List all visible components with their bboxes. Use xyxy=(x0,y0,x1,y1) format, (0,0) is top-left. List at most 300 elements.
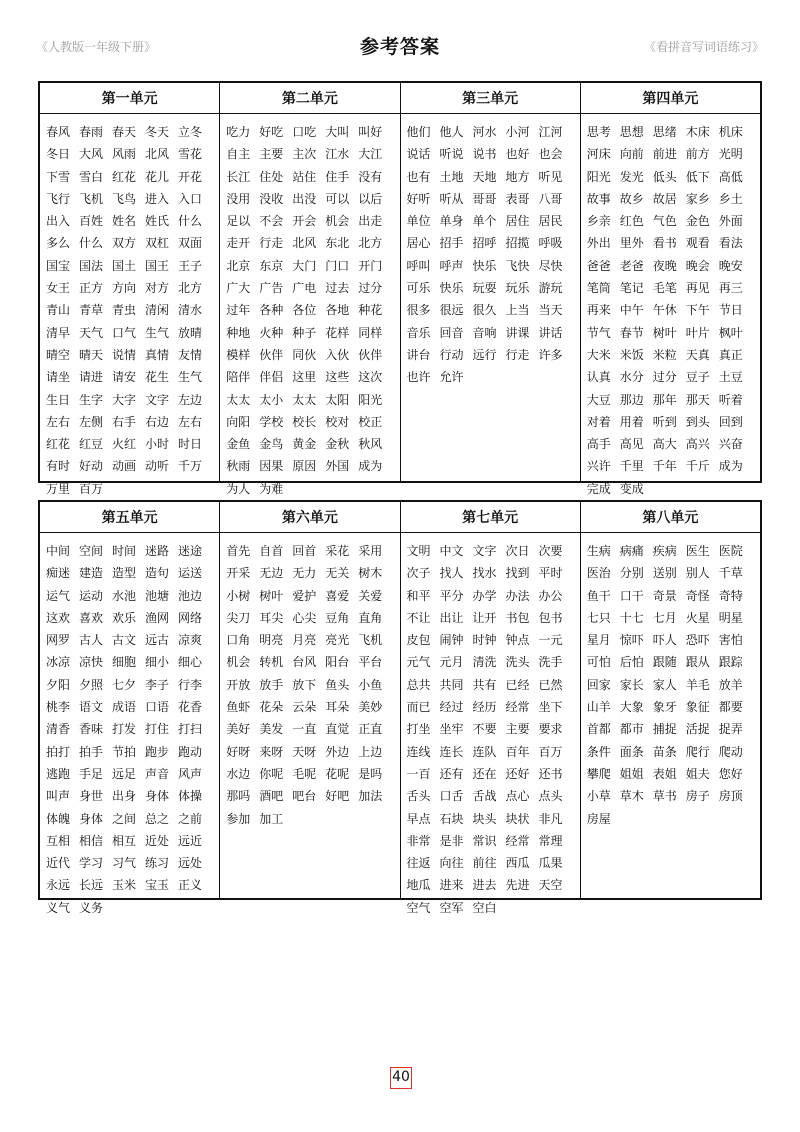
answer-word: 地瓜 xyxy=(406,878,431,893)
answer-word: 找水 xyxy=(472,566,497,581)
answer-word: 什么 xyxy=(178,214,203,229)
answer-word: 练习 xyxy=(145,856,170,871)
answer-word: 兴许 xyxy=(586,459,611,474)
answer-word: 可以 xyxy=(325,191,350,206)
answer-word: 这欢 xyxy=(46,610,71,625)
answer-word: 共有 xyxy=(472,677,497,692)
answer-word: 完成 xyxy=(586,481,611,496)
answer-word: 古文 xyxy=(112,633,137,648)
answer-word: 爱护 xyxy=(292,588,317,603)
unit-4-words xyxy=(581,114,760,496)
answer-word: 双杠 xyxy=(145,236,170,251)
answer-word: 惊吓 xyxy=(619,633,644,648)
answer-word: 呼叫 xyxy=(406,258,431,273)
answer-word: 皮包 xyxy=(406,633,431,648)
answer-word: 花朵 xyxy=(259,700,284,715)
answer-word: 快乐 xyxy=(439,281,464,296)
answer-word: 笔筒 xyxy=(586,281,611,296)
answer-word: 天地 xyxy=(472,169,497,184)
answer-word: 成为 xyxy=(718,459,743,474)
answer-word: 亮光 xyxy=(325,633,350,648)
answer-word: 面条 xyxy=(619,744,644,759)
answer-word: 天呀 xyxy=(292,744,317,759)
answer-word: 义气 xyxy=(46,900,71,915)
answer-word: 生气 xyxy=(178,370,203,385)
answer-word: 鱼头 xyxy=(325,677,350,692)
answer-word: 你呢 xyxy=(259,766,284,781)
answer-word: 次子 xyxy=(406,566,431,581)
answer-word: 池塘 xyxy=(145,588,170,603)
answer-word: 站住 xyxy=(292,169,317,184)
answer-word: 捉弄 xyxy=(718,722,743,737)
answer-word: 种地 xyxy=(226,325,251,340)
answer-word: 也有 xyxy=(406,169,431,184)
answer-word: 点心 xyxy=(505,789,530,804)
answer-word: 走开 xyxy=(226,236,251,251)
answer-word: 看法 xyxy=(718,236,743,251)
answer-word: 青虫 xyxy=(112,303,137,318)
answer-word: 水分 xyxy=(619,370,644,385)
answer-word: 听说 xyxy=(439,147,464,162)
answer-word: 块状 xyxy=(505,811,530,826)
answer-word: 机会 xyxy=(226,655,251,670)
answer-word: 星月 xyxy=(586,633,611,648)
answer-word: 上边 xyxy=(358,744,383,759)
answer-word: 河床 xyxy=(586,147,611,162)
answer-word: 变成 xyxy=(619,481,644,496)
answer-word: 种花 xyxy=(358,303,383,318)
answer-word: 不要 xyxy=(472,722,497,737)
answer-word: 千里 xyxy=(619,459,644,474)
answer-word: 花样 xyxy=(325,325,350,340)
answer-word: 跟踪 xyxy=(718,655,743,670)
answer-word: 也会 xyxy=(538,147,563,162)
answer-word: 北京 xyxy=(226,258,251,273)
answer-word: 吃力 xyxy=(226,125,251,139)
answer-word: 大象 xyxy=(619,700,644,715)
answer-word: 您好 xyxy=(718,766,743,781)
answer-word: 害怕 xyxy=(718,633,743,648)
answer-word: 象牙 xyxy=(652,700,677,715)
answer-word: 请进 xyxy=(79,370,104,385)
answer-word: 非凡 xyxy=(538,811,563,826)
answer-word: 口干 xyxy=(619,588,644,603)
unit-1-words xyxy=(40,114,220,496)
answer-word: 生日 xyxy=(46,392,71,407)
answer-word: 书包 xyxy=(505,610,530,625)
answer-word: 东京 xyxy=(259,258,284,273)
answer-word: 开采 xyxy=(226,566,251,581)
answer-word: 外面 xyxy=(718,214,743,229)
answer-word: 音乐 xyxy=(406,325,431,340)
answer-word: 尖刀 xyxy=(226,610,251,625)
unit-5-title: 第五单元 xyxy=(40,502,220,532)
book-title-right: 《看拼音写词语练习》 xyxy=(643,40,764,54)
answer-word: 多么 xyxy=(46,236,71,251)
answer-word: 口气 xyxy=(112,325,137,340)
answer-word: 自首 xyxy=(259,544,284,558)
answer-word: 故乡 xyxy=(619,191,644,206)
answer-word: 北方 xyxy=(358,236,383,251)
answer-word: 枫叶 xyxy=(718,325,743,340)
answer-word: 美妙 xyxy=(358,700,383,715)
answer-word: 大江 xyxy=(358,147,383,162)
answer-word: 无力 xyxy=(292,566,317,581)
answer-word: 火星 xyxy=(685,610,710,625)
answer-word: 晴空 xyxy=(46,347,71,362)
unit-3-words xyxy=(401,114,581,481)
answer-word: 块头 xyxy=(472,811,497,826)
answer-word: 高大 xyxy=(652,437,677,452)
answer-word: 节日 xyxy=(718,303,743,318)
answer-word: 跟从 xyxy=(685,655,710,670)
answer-word: 加工 xyxy=(259,811,284,826)
answer-word: 造型 xyxy=(112,566,137,581)
answer-word: 好听 xyxy=(406,191,431,206)
answer-word: 大豆 xyxy=(586,392,611,407)
answer-word: 而已 xyxy=(406,700,431,715)
answer-word: 笔记 xyxy=(619,281,644,296)
answer-word: 那边 xyxy=(619,392,644,407)
answer-word: 后怕 xyxy=(619,655,644,670)
answer-word: 飞机 xyxy=(358,633,383,648)
answer-word: 还有 xyxy=(439,766,464,781)
answer-word: 金色 xyxy=(685,214,710,229)
answer-word: 过分 xyxy=(358,281,383,296)
answer-word: 左右 xyxy=(178,414,203,429)
answer-word: 千万 xyxy=(178,459,203,474)
answer-word: 他人 xyxy=(439,125,464,139)
answer-word: 回音 xyxy=(439,325,464,340)
answer-word: 医生 xyxy=(685,544,710,558)
answer-word: 北方 xyxy=(178,281,203,296)
answer-word: 光明 xyxy=(718,147,743,162)
answer-word: 那吗 xyxy=(226,789,251,804)
answer-word: 好呀 xyxy=(226,744,251,759)
answer-word: 以后 xyxy=(358,191,383,206)
answer-word: 外国 xyxy=(325,459,350,474)
answer-word: 米粒 xyxy=(652,347,677,362)
answer-word: 秋风 xyxy=(358,437,383,452)
answer-word: 经常 xyxy=(505,833,530,848)
answer-word: 水池 xyxy=(112,588,137,603)
answer-word: 为人 xyxy=(226,481,251,496)
answer-word: 听见 xyxy=(538,169,563,184)
answer-word: 习气 xyxy=(112,856,137,871)
answer-word: 无边 xyxy=(259,566,284,581)
answer-word: 文字 xyxy=(472,544,497,558)
answer-word: 河水 xyxy=(472,125,497,139)
answer-word: 他们 xyxy=(406,125,431,139)
answer-word: 运送 xyxy=(178,566,203,581)
answer-word: 爸爸 xyxy=(586,258,611,273)
answer-word: 李子 xyxy=(145,677,170,692)
answer-word: 立冬 xyxy=(178,125,203,139)
answer-word: 晴天 xyxy=(79,347,104,362)
answer-word: 单身 xyxy=(439,214,464,229)
answer-word: 是吗 xyxy=(358,766,383,781)
answer-word: 口语 xyxy=(145,700,170,715)
answer-word: 高手 xyxy=(586,437,611,452)
answer-word: 喜欢 xyxy=(79,610,104,625)
answer-word: 生字 xyxy=(79,392,104,407)
answer-word: 午休 xyxy=(652,303,677,318)
answer-word: 国法 xyxy=(79,258,104,273)
answer-word: 过去 xyxy=(325,281,350,296)
answer-word: 中文 xyxy=(439,544,464,558)
answer-word: 思绪 xyxy=(652,125,677,139)
answer-word: 没有 xyxy=(358,169,383,184)
answer-word: 行走 xyxy=(259,236,284,251)
answer-word: 欢乐 xyxy=(112,610,137,625)
answer-word: 长江 xyxy=(226,169,251,184)
answer-word: 舌头 xyxy=(406,789,431,804)
answer-word: 先进 xyxy=(505,878,530,893)
answer-word: 机床 xyxy=(718,125,743,139)
answer-word: 无关 xyxy=(325,566,350,581)
answer-word: 办法 xyxy=(505,588,530,603)
answer-word: 外出 xyxy=(586,236,611,251)
answer-word: 包书 xyxy=(538,610,563,625)
answer-word: 拍打 xyxy=(46,744,71,759)
answer-word: 太阳 xyxy=(325,392,350,407)
answer-word: 爬动 xyxy=(718,744,743,759)
unit-8-title: 第八单元 xyxy=(642,510,699,526)
answer-word: 大叫 xyxy=(325,125,350,139)
answer-word: 王子 xyxy=(178,258,203,273)
answer-word: 一元 xyxy=(538,633,563,648)
answer-word: 动画 xyxy=(112,459,137,474)
answer-word: 出没 xyxy=(292,191,317,206)
answer-word: 太太 xyxy=(292,392,317,407)
answer-word: 讲台 xyxy=(406,347,431,362)
answer-word: 要求 xyxy=(538,722,563,737)
answer-word: 飞机 xyxy=(79,191,104,206)
answer-word: 远近 xyxy=(178,833,203,848)
answer-word: 向前 xyxy=(619,147,644,162)
answer-word: 原因 xyxy=(292,459,317,474)
answer-word: 听从 xyxy=(439,191,464,206)
answer-word: 天气 xyxy=(79,325,104,340)
answer-word: 早点 xyxy=(406,811,431,826)
answer-word: 友情 xyxy=(178,347,203,362)
answer-word: 已然 xyxy=(538,677,563,692)
answer-word: 渔网 xyxy=(145,610,170,625)
answer-word: 伙伴 xyxy=(259,347,284,362)
answer-word: 相互 xyxy=(112,833,137,848)
answer-word: 七月 xyxy=(652,610,677,625)
answer-word: 哥哥 xyxy=(472,191,497,206)
answer-word: 时钟 xyxy=(472,633,497,648)
answer-word: 前进 xyxy=(652,147,677,162)
answer-word: 没收 xyxy=(259,191,284,206)
answer-word: 红花 xyxy=(112,169,137,184)
answer-word: 青草 xyxy=(79,303,104,318)
answer-word: 国王 xyxy=(145,258,170,273)
answer-word: 近代 xyxy=(46,856,71,871)
answer-word: 病痛 xyxy=(619,544,644,558)
answer-word: 真情 xyxy=(145,347,170,362)
answer-word: 一百 xyxy=(406,766,431,781)
answer-word: 过年 xyxy=(226,303,251,318)
answer-word: 主要 xyxy=(259,147,284,162)
answer-word: 房子 xyxy=(685,789,710,804)
answer-word: 一直 xyxy=(292,722,317,737)
answer-word: 医院 xyxy=(718,544,743,558)
answer-word: 跟随 xyxy=(652,655,677,670)
answer-word: 细小 xyxy=(145,655,170,670)
answer-word: 互相 xyxy=(46,833,71,848)
answer-word: 什么 xyxy=(79,236,104,251)
answer-word: 表哥 xyxy=(505,191,530,206)
answer-word: 找人 xyxy=(439,566,464,581)
answer-word: 飞鸟 xyxy=(112,191,137,206)
answer-word: 生气 xyxy=(145,325,170,340)
answer-word: 火红 xyxy=(112,437,137,452)
answer-word: 说话 xyxy=(406,147,431,162)
answer-word: 高兴 xyxy=(685,437,710,452)
answer-word: 夕阳 xyxy=(46,677,71,692)
answer-word: 空气 xyxy=(406,900,431,915)
answer-word: 花香 xyxy=(178,700,203,715)
answer-word: 打坐 xyxy=(406,722,431,737)
answer-word: 网络 xyxy=(178,610,203,625)
unit-2-title: 第二单元 xyxy=(220,83,400,113)
answer-word: 开门 xyxy=(358,258,383,273)
answer-word: 开花 xyxy=(178,169,203,184)
answer-word: 网罗 xyxy=(46,633,71,648)
answer-word: 阳光 xyxy=(586,169,611,184)
answer-word: 七夕 xyxy=(112,677,137,692)
answer-word: 东北 xyxy=(325,236,350,251)
answer-word: 入口 xyxy=(178,191,203,206)
answer-word: 红豆 xyxy=(79,437,104,452)
answer-word: 门口 xyxy=(325,258,350,273)
answer-word: 低下 xyxy=(685,169,710,184)
answer-word: 说情 xyxy=(112,347,137,362)
answer-word: 平分 xyxy=(439,588,464,603)
answer-word: 太小 xyxy=(259,392,284,407)
answer-word: 家乡 xyxy=(685,191,710,206)
answer-word: 成语 xyxy=(112,700,137,715)
answer-word: 清闲 xyxy=(145,303,170,318)
answer-word: 连长 xyxy=(439,744,464,759)
answer-word: 故事 xyxy=(586,191,611,206)
answer-word: 伙伴 xyxy=(358,347,383,362)
answer-word: 广电 xyxy=(292,281,317,296)
answer-word: 也好 xyxy=(505,147,530,162)
answer-word: 请坐 xyxy=(46,370,71,385)
answer-word: 各地 xyxy=(325,303,350,318)
answer-word: 还书 xyxy=(538,766,563,781)
answer-word: 秋雨 xyxy=(226,459,251,474)
answer-word: 家人 xyxy=(652,677,677,692)
answer-word: 右边 xyxy=(145,414,170,429)
answer-word: 让开 xyxy=(472,610,497,625)
answer-word: 常理 xyxy=(538,833,563,848)
answer-word: 连队 xyxy=(472,744,497,759)
answer-word: 桃李 xyxy=(46,700,71,715)
answer-word: 共同 xyxy=(439,677,464,692)
answer-word: 玩耍 xyxy=(472,281,497,296)
unit-8-words xyxy=(581,533,760,898)
answer-word: 参加 xyxy=(226,811,251,826)
answer-word: 大风 xyxy=(79,147,104,162)
answer-word: 建造 xyxy=(79,566,104,581)
answer-word: 住手 xyxy=(325,169,350,184)
answer-word: 因果 xyxy=(259,459,284,474)
answer-word: 八哥 xyxy=(538,191,563,206)
answer-word: 学习 xyxy=(79,856,104,871)
answer-word: 右手 xyxy=(112,414,137,429)
answer-word: 同伙 xyxy=(292,347,317,362)
answer-word: 经常 xyxy=(505,700,530,715)
answer-word: 之间 xyxy=(112,811,137,826)
answer-word: 冬日 xyxy=(46,147,71,162)
answer-word: 思考 xyxy=(586,125,611,139)
answer-word: 各种 xyxy=(259,303,284,318)
answer-word: 清香 xyxy=(46,722,71,737)
answer-word: 和平 xyxy=(406,588,431,603)
answer-word: 都市 xyxy=(619,722,644,737)
answer-word: 体魄 xyxy=(46,811,71,826)
answer-word: 广告 xyxy=(259,281,284,296)
answer-word: 打住 xyxy=(145,722,170,737)
answer-word: 体操 xyxy=(178,789,203,804)
answer-word: 相信 xyxy=(79,833,104,848)
answer-word: 下雪 xyxy=(46,169,71,184)
answer-word: 听着 xyxy=(718,392,743,407)
answer-word: 木床 xyxy=(685,125,710,139)
answer-word: 细胞 xyxy=(112,655,137,670)
answer-word: 是非 xyxy=(439,833,464,848)
answer-word: 兴奋 xyxy=(718,437,743,452)
answer-word: 请安 xyxy=(112,370,137,385)
answer-table-1 xyxy=(38,81,762,496)
answer-word: 山羊 xyxy=(586,700,611,715)
answer-word: 已经 xyxy=(505,677,530,692)
answer-word: 闹钟 xyxy=(439,633,464,648)
answer-word: 回家 xyxy=(586,677,611,692)
answer-word: 很多 xyxy=(406,303,431,318)
answer-word: 恐吓 xyxy=(685,633,710,648)
answer-word: 放羊 xyxy=(718,677,743,692)
answer-word: 树木 xyxy=(358,566,383,581)
answer-word: 金秋 xyxy=(325,437,350,452)
answer-word: 可乐 xyxy=(406,281,431,296)
answer-word: 回到 xyxy=(718,414,743,429)
answer-word: 百万 xyxy=(538,744,563,759)
unit-2-words xyxy=(220,114,400,496)
unit-7-words xyxy=(401,533,581,915)
answer-word: 各位 xyxy=(292,303,317,318)
answer-word: 清早 xyxy=(46,325,71,340)
answer-word: 姐姐 xyxy=(619,766,644,781)
answer-word: 雪花 xyxy=(178,147,203,162)
answer-word: 空军 xyxy=(439,900,464,915)
answer-word: 上当 xyxy=(505,303,530,318)
answer-word: 姐夫 xyxy=(685,766,710,781)
answer-word: 转机 xyxy=(259,655,284,670)
answer-word: 姓氏 xyxy=(145,214,170,229)
answer-word: 那天 xyxy=(685,392,710,407)
answer-word: 没用 xyxy=(226,191,251,206)
answer-word: 尽快 xyxy=(538,258,563,273)
answer-word: 总共 xyxy=(406,677,431,692)
answer-word: 分别 xyxy=(619,566,644,581)
answer-word: 乡亲 xyxy=(586,214,611,229)
answer-word: 象征 xyxy=(685,700,710,715)
